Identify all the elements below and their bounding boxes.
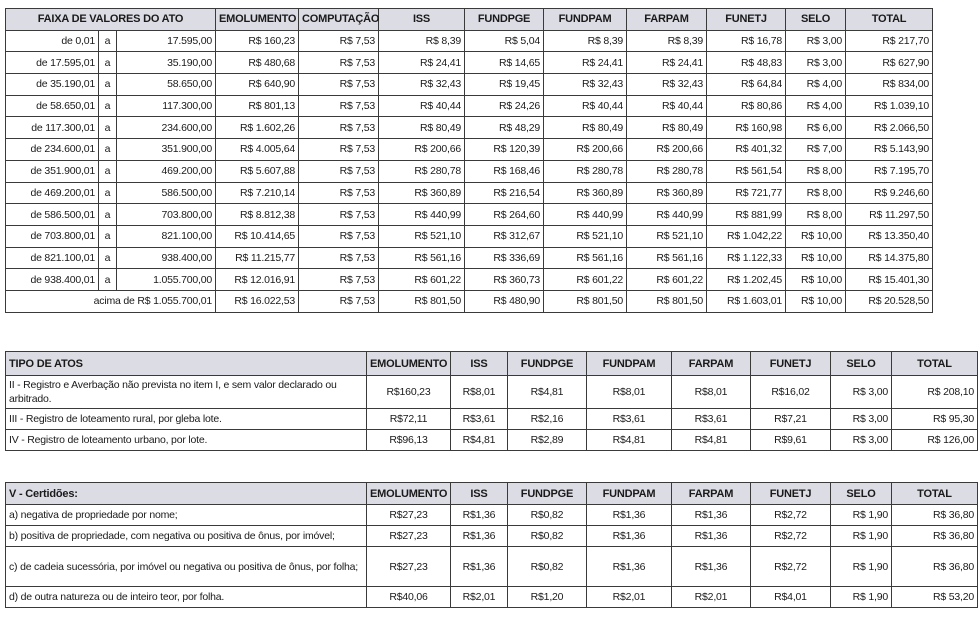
column-header: ISS — [451, 352, 508, 376]
table-cell: R$ 561,16 — [544, 247, 627, 269]
table-cell: R$ 6,00 — [786, 117, 846, 139]
table-cell: R$ 801,50 — [627, 290, 707, 312]
table-cell: R$ 8,00 — [786, 182, 846, 204]
table-cell: R$ 10,00 — [786, 290, 846, 312]
table-cell: R$ 360,89 — [544, 182, 627, 204]
table-cell: R$ 80,49 — [379, 117, 465, 139]
table-cell: R$ 32,43 — [544, 74, 627, 96]
table-cell: R$ 1,90 — [831, 526, 892, 547]
row-label-cell: b) positiva de propriedade, com negativa ou positiva de ônus, por imóvel; — [6, 526, 367, 547]
table-cell: R$ 7,53 — [299, 225, 379, 247]
column-header: TOTAL — [846, 9, 933, 31]
table-cell: R$ 601,22 — [544, 269, 627, 291]
table-cell: R$2,72 — [751, 547, 831, 587]
table-cell: R$ 480,68 — [216, 52, 299, 74]
table-cell: R$ 3,00 — [786, 30, 846, 52]
column-header: EMOLUMENTO — [216, 9, 299, 31]
table-cell: R$ 480,90 — [465, 290, 544, 312]
table-row — [6, 269, 933, 291]
range-separator-cell: a — [99, 247, 117, 269]
table-cell: R$ 721,77 — [707, 182, 786, 204]
table-cell: R$ 3,00 — [831, 376, 892, 409]
column-header: TIPO DE ATOS — [6, 352, 367, 376]
table-cell: R$ 10,00 — [786, 247, 846, 269]
table-cell: R$ 14,65 — [465, 52, 544, 74]
fee-range-table — [5, 8, 933, 313]
row-label-cell: II - Registro e Averbação não prevista no item I, e sem valor declarado ou arbitrado. — [6, 376, 367, 409]
column-header: FUNDPAM — [587, 352, 672, 376]
table-row — [6, 117, 933, 139]
table-cell: R$ 834,00 — [846, 74, 933, 96]
table-row — [6, 526, 978, 547]
table-cell: R$3,61 — [587, 409, 672, 430]
table-cell: R$ 360,73 — [465, 269, 544, 291]
table-cell: R$ 200,66 — [379, 139, 465, 161]
table-cell: R$ 8,00 — [786, 204, 846, 226]
table-cell: R$0,82 — [508, 526, 587, 547]
column-header: EMOLUMENTO — [367, 483, 451, 505]
range-to-cell: 351.900,00 — [117, 139, 216, 161]
table-cell: R$ 7,53 — [299, 117, 379, 139]
table-row — [6, 30, 933, 52]
table-cell: R$ 521,10 — [544, 225, 627, 247]
column-header: ISS — [451, 483, 508, 505]
range-separator-cell: a — [99, 74, 117, 96]
table-cell: R$ 440,99 — [379, 204, 465, 226]
table-cell: R$ 561,16 — [379, 247, 465, 269]
range-from-cell: de 351.900,01 — [6, 160, 99, 182]
table-cell: R$ 32,43 — [379, 74, 465, 96]
table-cell: R$ 1.603,01 — [707, 290, 786, 312]
table-cell: R$1,36 — [672, 505, 751, 526]
column-header: FUNETJ — [751, 352, 831, 376]
table-cell: R$1,36 — [451, 505, 508, 526]
column-header: FUNDPGE — [508, 483, 587, 505]
table-row — [6, 225, 933, 247]
table-cell: R$ 200,66 — [544, 139, 627, 161]
table-cell: R$1,36 — [672, 526, 751, 547]
table-cell: R$2,72 — [751, 526, 831, 547]
table-cell: R$ 5.143,90 — [846, 139, 933, 161]
range-to-cell: 586.500,00 — [117, 182, 216, 204]
table-cell: R$ 32,43 — [627, 74, 707, 96]
range-separator-cell: a — [99, 182, 117, 204]
table-cell: R$ 264,60 — [465, 204, 544, 226]
table-cell: R$ 10,00 — [786, 269, 846, 291]
column-header: COMPUTAÇÃO — [299, 9, 379, 31]
range-from-cell: de 35.190,01 — [6, 74, 99, 96]
table-cell: R$ 19,45 — [465, 74, 544, 96]
range-to-cell: 821.100,00 — [117, 225, 216, 247]
range-separator-cell: a — [99, 139, 117, 161]
table-cell: R$ 12.016,91 — [216, 269, 299, 291]
table-cell: R$ 200,66 — [627, 139, 707, 161]
table-cell: R$ 7,53 — [299, 182, 379, 204]
table-cell: R$ 3,00 — [831, 430, 892, 451]
range-from-cell: de 938.400,01 — [6, 269, 99, 291]
table-cell: R$ 440,99 — [544, 204, 627, 226]
act-type-table — [5, 351, 978, 451]
range-from-cell: de 58.650,01 — [6, 95, 99, 117]
range-from-cell: de 586.500,01 — [6, 204, 99, 226]
table-cell: R$ 401,32 — [707, 139, 786, 161]
table-row — [6, 376, 978, 409]
range-from-cell: de 469.200,01 — [6, 182, 99, 204]
range-to-cell: 58.650,00 — [117, 74, 216, 96]
table-cell: R$ 7,53 — [299, 74, 379, 96]
table-cell: R$ 9.246,60 — [846, 182, 933, 204]
table-cell: R$ 217,70 — [846, 30, 933, 52]
row-label-cell: a) negativa de propriedade por nome; — [6, 505, 367, 526]
column-header: FAIXA DE VALORES DO ATO — [6, 9, 216, 31]
table-cell: R$ 11.297,50 — [846, 204, 933, 226]
table-cell: R$2,16 — [508, 409, 587, 430]
column-header: FUNDPAM — [544, 9, 627, 31]
column-header: ISS — [379, 9, 465, 31]
column-header: FUNDPGE — [508, 352, 587, 376]
table-cell: R$ 160,98 — [707, 117, 786, 139]
table-cell: R$2,89 — [508, 430, 587, 451]
table-row — [6, 430, 978, 451]
range-separator-cell: a — [99, 225, 117, 247]
table-cell: R$ 4.005,64 — [216, 139, 299, 161]
table-cell: R$ 360,89 — [627, 182, 707, 204]
table-cell: R$4,81 — [451, 430, 508, 451]
table-cell: R$27,23 — [367, 547, 451, 587]
table-cell: R$ 1.042,22 — [707, 225, 786, 247]
table-cell: R$ 160,23 — [216, 30, 299, 52]
table-cell: R$ 80,86 — [707, 95, 786, 117]
range-from-cell: de 17.595,01 — [6, 52, 99, 74]
table-cell: R$ 208,10 — [892, 376, 978, 409]
table-cell: R$ 80,49 — [627, 117, 707, 139]
table-cell: R$1,36 — [451, 526, 508, 547]
table-cell: R$ 360,89 — [379, 182, 465, 204]
table-row — [6, 505, 978, 526]
table-cell: R$1,36 — [587, 547, 672, 587]
table-cell: R$ 440,99 — [627, 204, 707, 226]
range-separator-cell: a — [99, 117, 117, 139]
column-header: SELO — [831, 483, 892, 505]
table-header-row — [6, 352, 978, 376]
table-cell: R$ 280,78 — [544, 160, 627, 182]
table-row — [6, 74, 933, 96]
table-cell: R$ 7,00 — [786, 139, 846, 161]
table-cell: R$ 280,78 — [379, 160, 465, 182]
table-header-row — [6, 9, 933, 31]
table-cell: R$ 36,80 — [892, 526, 978, 547]
table-cell: R$2,01 — [672, 587, 751, 608]
table-row — [6, 160, 933, 182]
row-label-cell: IV - Registro de loteamento urbano, por lote. — [6, 430, 367, 451]
range-to-cell: 938.400,00 — [117, 247, 216, 269]
table-row — [6, 52, 933, 74]
table-cell: R$27,23 — [367, 505, 451, 526]
table-cell: R$ 881,99 — [707, 204, 786, 226]
column-header: FARPAM — [627, 9, 707, 31]
table-cell: R$2,72 — [751, 505, 831, 526]
table-cell: R$ 2.066,50 — [846, 117, 933, 139]
range-to-cell: 117.300,00 — [117, 95, 216, 117]
table-cell: R$ 1.122,33 — [707, 247, 786, 269]
table-cell: R$ 8,00 — [786, 160, 846, 182]
table-cell: R$ 280,78 — [627, 160, 707, 182]
column-header: FUNETJ — [707, 9, 786, 31]
table-cell: R$ 24,26 — [465, 95, 544, 117]
column-header: SELO — [831, 352, 892, 376]
table-cell: R$4,81 — [672, 430, 751, 451]
table-cell: R$ 40,44 — [544, 95, 627, 117]
range-separator-cell: a — [99, 204, 117, 226]
table-cell: R$ 14.375,80 — [846, 247, 933, 269]
table-row — [6, 290, 933, 312]
column-header: EMOLUMENTO — [367, 352, 451, 376]
table-cell: R$7,21 — [751, 409, 831, 430]
table-cell: R$1,36 — [587, 505, 672, 526]
table-cell: R$ 7,53 — [299, 247, 379, 269]
table-cell: R$8,01 — [672, 376, 751, 409]
range-label-cell: acima de R$ 1.055.700,01 — [6, 290, 216, 312]
range-separator-cell: a — [99, 95, 117, 117]
table-cell: R$ 7,53 — [299, 95, 379, 117]
table-cell: R$ 801,50 — [544, 290, 627, 312]
column-header: FUNDPGE — [465, 9, 544, 31]
table-cell: R$ 3,00 — [831, 409, 892, 430]
table-cell: R$160,23 — [367, 376, 451, 409]
table-row — [6, 409, 978, 430]
table-cell: R$ 801,50 — [379, 290, 465, 312]
table-cell: R$4,01 — [751, 587, 831, 608]
table-cell: R$ 1.602,26 — [216, 117, 299, 139]
range-to-cell: 469.200,00 — [117, 160, 216, 182]
table-cell: R$ 53,20 — [892, 587, 978, 608]
table-cell: R$ 40,44 — [627, 95, 707, 117]
table-cell: R$ 13.350,40 — [846, 225, 933, 247]
table-cell: R$0,82 — [508, 547, 587, 587]
table-cell: R$ 1,90 — [831, 547, 892, 587]
certificates-table — [5, 482, 978, 608]
column-header: TOTAL — [892, 352, 978, 376]
table-cell: R$ 7.210,14 — [216, 182, 299, 204]
table-cell: R$0,82 — [508, 505, 587, 526]
table-row — [6, 587, 978, 608]
column-header: FARPAM — [672, 352, 751, 376]
table-cell: R$ 5,04 — [465, 30, 544, 52]
table-cell: R$ 1.202,45 — [707, 269, 786, 291]
table-cell: R$ 95,30 — [892, 409, 978, 430]
table-cell: R$2,01 — [451, 587, 508, 608]
table-cell: R$ 168,46 — [465, 160, 544, 182]
table-cell: R$ 4,00 — [786, 95, 846, 117]
table-cell: R$ 36,80 — [892, 547, 978, 587]
table-cell: R$ 561,54 — [707, 160, 786, 182]
table-row — [6, 139, 933, 161]
row-label-cell: c) de cadeia sucessória, por imóvel ou negativa ou positiva de ônus, por folha; — [6, 547, 367, 587]
row-label-cell: d) de outra natureza ou de inteiro teor, por folha. — [6, 587, 367, 608]
table-cell: R$ 80,49 — [544, 117, 627, 139]
table-cell: R$ 64,84 — [707, 74, 786, 96]
table-cell: R$ 24,41 — [627, 52, 707, 74]
table-cell: R$ 120,39 — [465, 139, 544, 161]
table-cell: R$ 16.022,53 — [216, 290, 299, 312]
range-from-cell: de 703.800,01 — [6, 225, 99, 247]
table-cell: R$ 8,39 — [379, 30, 465, 52]
range-to-cell: 35.190,00 — [117, 52, 216, 74]
table-cell: R$ 521,10 — [379, 225, 465, 247]
table-cell: R$ 7,53 — [299, 30, 379, 52]
table-cell: R$16,02 — [751, 376, 831, 409]
range-separator-cell: a — [99, 160, 117, 182]
table-cell: R$ 24,41 — [379, 52, 465, 74]
table-cell: R$ 1,90 — [831, 505, 892, 526]
column-header: FARPAM — [672, 483, 751, 505]
column-header: SELO — [786, 9, 846, 31]
table-cell: R$4,81 — [587, 430, 672, 451]
table-cell: R$ 7,53 — [299, 204, 379, 226]
range-separator-cell: a — [99, 269, 117, 291]
range-to-cell: 703.800,00 — [117, 204, 216, 226]
table-cell: R$ 7,53 — [299, 269, 379, 291]
table-cell: R$1,36 — [672, 547, 751, 587]
table-cell: R$ 10,00 — [786, 225, 846, 247]
table-cell: R$ 24,41 — [544, 52, 627, 74]
table-cell: R$9,61 — [751, 430, 831, 451]
table-cell: R$3,61 — [672, 409, 751, 430]
table-cell: R$27,23 — [367, 526, 451, 547]
table-cell: R$1,36 — [451, 547, 508, 587]
table-cell: R$ 7.195,70 — [846, 160, 933, 182]
table-cell: R$4,81 — [508, 376, 587, 409]
table-cell: R$ 7,53 — [299, 290, 379, 312]
table-row — [6, 547, 978, 587]
column-header: FUNETJ — [751, 483, 831, 505]
table-cell: R$ 48,29 — [465, 117, 544, 139]
table-cell: R$96,13 — [367, 430, 451, 451]
table-cell: R$ 601,22 — [379, 269, 465, 291]
table-cell: R$ 601,22 — [627, 269, 707, 291]
table-cell: R$1,20 — [508, 587, 587, 608]
table-cell: R$ 10.414,65 — [216, 225, 299, 247]
table-cell: R$ 11.215,77 — [216, 247, 299, 269]
range-from-cell: de 117.300,01 — [6, 117, 99, 139]
table-cell: R$ 7,53 — [299, 52, 379, 74]
table-cell: R$ 5.607,88 — [216, 160, 299, 182]
column-header: TOTAL — [892, 483, 978, 505]
range-from-cell: de 821.100,01 — [6, 247, 99, 269]
range-separator-cell: a — [99, 30, 117, 52]
range-from-cell: de 0,01 — [6, 30, 99, 52]
table-row — [6, 247, 933, 269]
table-cell: R$ 8.812,38 — [216, 204, 299, 226]
table-cell: R$ 4,00 — [786, 74, 846, 96]
table-cell: R$ 1.039,10 — [846, 95, 933, 117]
table-cell: R$ 40,44 — [379, 95, 465, 117]
table-cell: R$ 801,13 — [216, 95, 299, 117]
table-cell: R$ 126,00 — [892, 430, 978, 451]
table-cell: R$1,36 — [587, 526, 672, 547]
table-cell: R$ 336,69 — [465, 247, 544, 269]
table-cell: R$ 521,10 — [627, 225, 707, 247]
table-cell: R$ 15.401,30 — [846, 269, 933, 291]
table-cell: R$ 1,90 — [831, 587, 892, 608]
table-row — [6, 204, 933, 226]
table-cell: R$ 216,54 — [465, 182, 544, 204]
table-cell: R$3,61 — [451, 409, 508, 430]
table-cell: R$8,01 — [587, 376, 672, 409]
range-to-cell: 17.595,00 — [117, 30, 216, 52]
table-cell: R$ 48,83 — [707, 52, 786, 74]
row-label-cell: III - Registro de loteamento rural, por gleba lote. — [6, 409, 367, 430]
column-header: V - Certidões: — [6, 483, 367, 505]
range-from-cell: de 234.600,01 — [6, 139, 99, 161]
table-cell: R$ 627,90 — [846, 52, 933, 74]
table-cell: R$40,06 — [367, 587, 451, 608]
table-cell: R$ 7,53 — [299, 139, 379, 161]
table-header-row — [6, 483, 978, 505]
table-cell: R$ 8,39 — [544, 30, 627, 52]
table-cell: R$8,01 — [451, 376, 508, 409]
table-cell: R$72,11 — [367, 409, 451, 430]
table-cell: R$ 16,78 — [707, 30, 786, 52]
table-cell: R$ 561,16 — [627, 247, 707, 269]
table-row — [6, 95, 933, 117]
column-header: FUNDPAM — [587, 483, 672, 505]
table-cell: R$ 3,00 — [786, 52, 846, 74]
table-cell: R$ 7,53 — [299, 160, 379, 182]
table-cell: R$2,01 — [587, 587, 672, 608]
table-cell: R$ 36,80 — [892, 505, 978, 526]
table-row — [6, 182, 933, 204]
table-cell: R$ 8,39 — [627, 30, 707, 52]
range-separator-cell: a — [99, 52, 117, 74]
table-cell: R$ 312,67 — [465, 225, 544, 247]
table-cell: R$ 640,90 — [216, 74, 299, 96]
table-cell: R$ 20.528,50 — [846, 290, 933, 312]
range-to-cell: 1.055.700,00 — [117, 269, 216, 291]
range-to-cell: 234.600,00 — [117, 117, 216, 139]
